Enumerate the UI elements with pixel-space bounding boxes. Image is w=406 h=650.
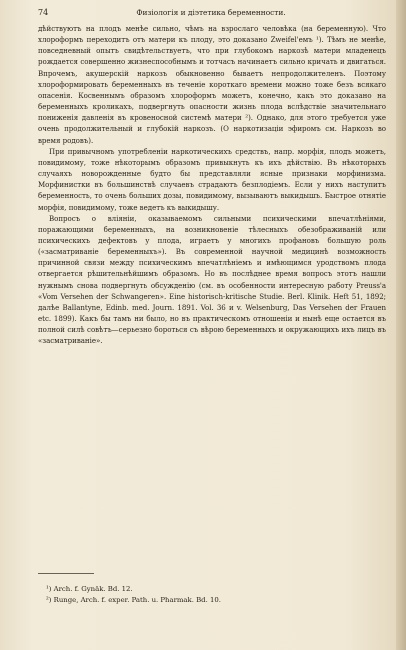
paragraph-continuation: дѣйствуютъ на плодъ менѣе сильно, чѣмъ на взрослаго человѣка (на беременную). Что хлороформъ переходитъ отъ матери къ плоду, это доказано Zweifel'емъ ¹). Тѣмъ не менѣе, повседневный опытъ свидѣтельствуетъ, что при глубокомъ наркозѣ матери младенецъ рождается совершенно жизнеспособнымъ и тотчасъ начинаетъ сильно кричать и двигаться. Впрочемъ, акушерскiй наркозъ обыкновенно бываетъ непродолжителенъ. Поэтому хлороформировать беременныхъ въ теченiе короткаго времени можно тоже безъ всякаго опасенiя. Косвеннымъ образомъ хлороформъ можетъ, конечно, какъ это доказано на беременныхъ кроликахъ, подвергнуть опасности жизнь плода вслѣдствiе значительнаго пониженiя давленiя въ кровеносной системѣ матери ²). Однако, для этого требуется уже очень продолжительный и глубокiй наркозъ. (О наркотизацiи эфиромъ см. Наркозъ во время родовъ). bbox=[38, 24, 386, 145]
footnotes bbox=[46, 584, 386, 606]
paragraph-impressions: Вопросъ о влiянiи, оказываемомъ сильными психическими впечатлѣнiями, поражающими беременныхъ, на возникновенiе тѣлесныхъ обезображиванiй или психическихъ дефектовъ у плода, играетъ у многихъ профановъ большую роль («засматриванiе беременныхъ»). Въ современной научной медицинѣ возможность причинной связи между психическимъ впечатлѣнiемъ и имѣющимся уродствомъ плода отвергается рѣшительнѣйшимъ образомъ. Но въ послѣднее время вопросъ этотъ нашли нужнымъ снова подвергнуть обсужденiю (см. въ особенности интересную работу Preuss'а «Vom Versehen der Schwangeren». Eine historisch-kritische Studie. Berl. Klinik. Heft 51, 1892; далѣе Ballantyne, Edinb. med. Journ. 1891. Vol. 36 и v. Welsenburg, Das Versehen der Frauen etc. 1899). Какъ бы тамъ ни было, но въ практическомъ отношенiи и нынѣ еще остается въ полной силѣ совѣтъ—серьезно бороться съ вѣрою беременныхъ и окружающихъ ихъ лицъ въ «засматриванiе». bbox=[38, 213, 386, 346]
paragraph-morphine: При привычномъ употребленiи наркотическихъ средствъ, напр. морфiя, плодъ можетъ, повидимому, тоже нѣкоторымъ образомъ привыкнуть къ ихъ дѣйствiю. Въ нѣкоторыхъ случаяхъ новорожденные будто бы представляли ясные признаки морфинизма. Морфинистки въ большинствѣ случаевъ страдаютъ безплодiемъ. Если у нихъ наступитъ беременность, то очень больших дозы, повидимому, вызываютъ выкидышъ. Быстрое отнятiе морфiя, повидимому, тоже ведетъ къ выкидышу. bbox=[38, 146, 386, 212]
page-number: 74 bbox=[38, 8, 49, 17]
footnote-1: ¹) Arch. f. Gynäk. Bd. 12. bbox=[46, 585, 133, 593]
footnote-2: ²) Runge, Arch. f. exper. Path. u. Pharmak. Bd. 10. bbox=[46, 596, 221, 604]
page-header bbox=[38, 6, 384, 20]
page-edge bbox=[396, 0, 406, 650]
footnote-rule bbox=[38, 573, 94, 574]
running-title: Физiологiя и дiэтетика беременности. bbox=[136, 8, 286, 17]
body-text bbox=[38, 23, 386, 347]
